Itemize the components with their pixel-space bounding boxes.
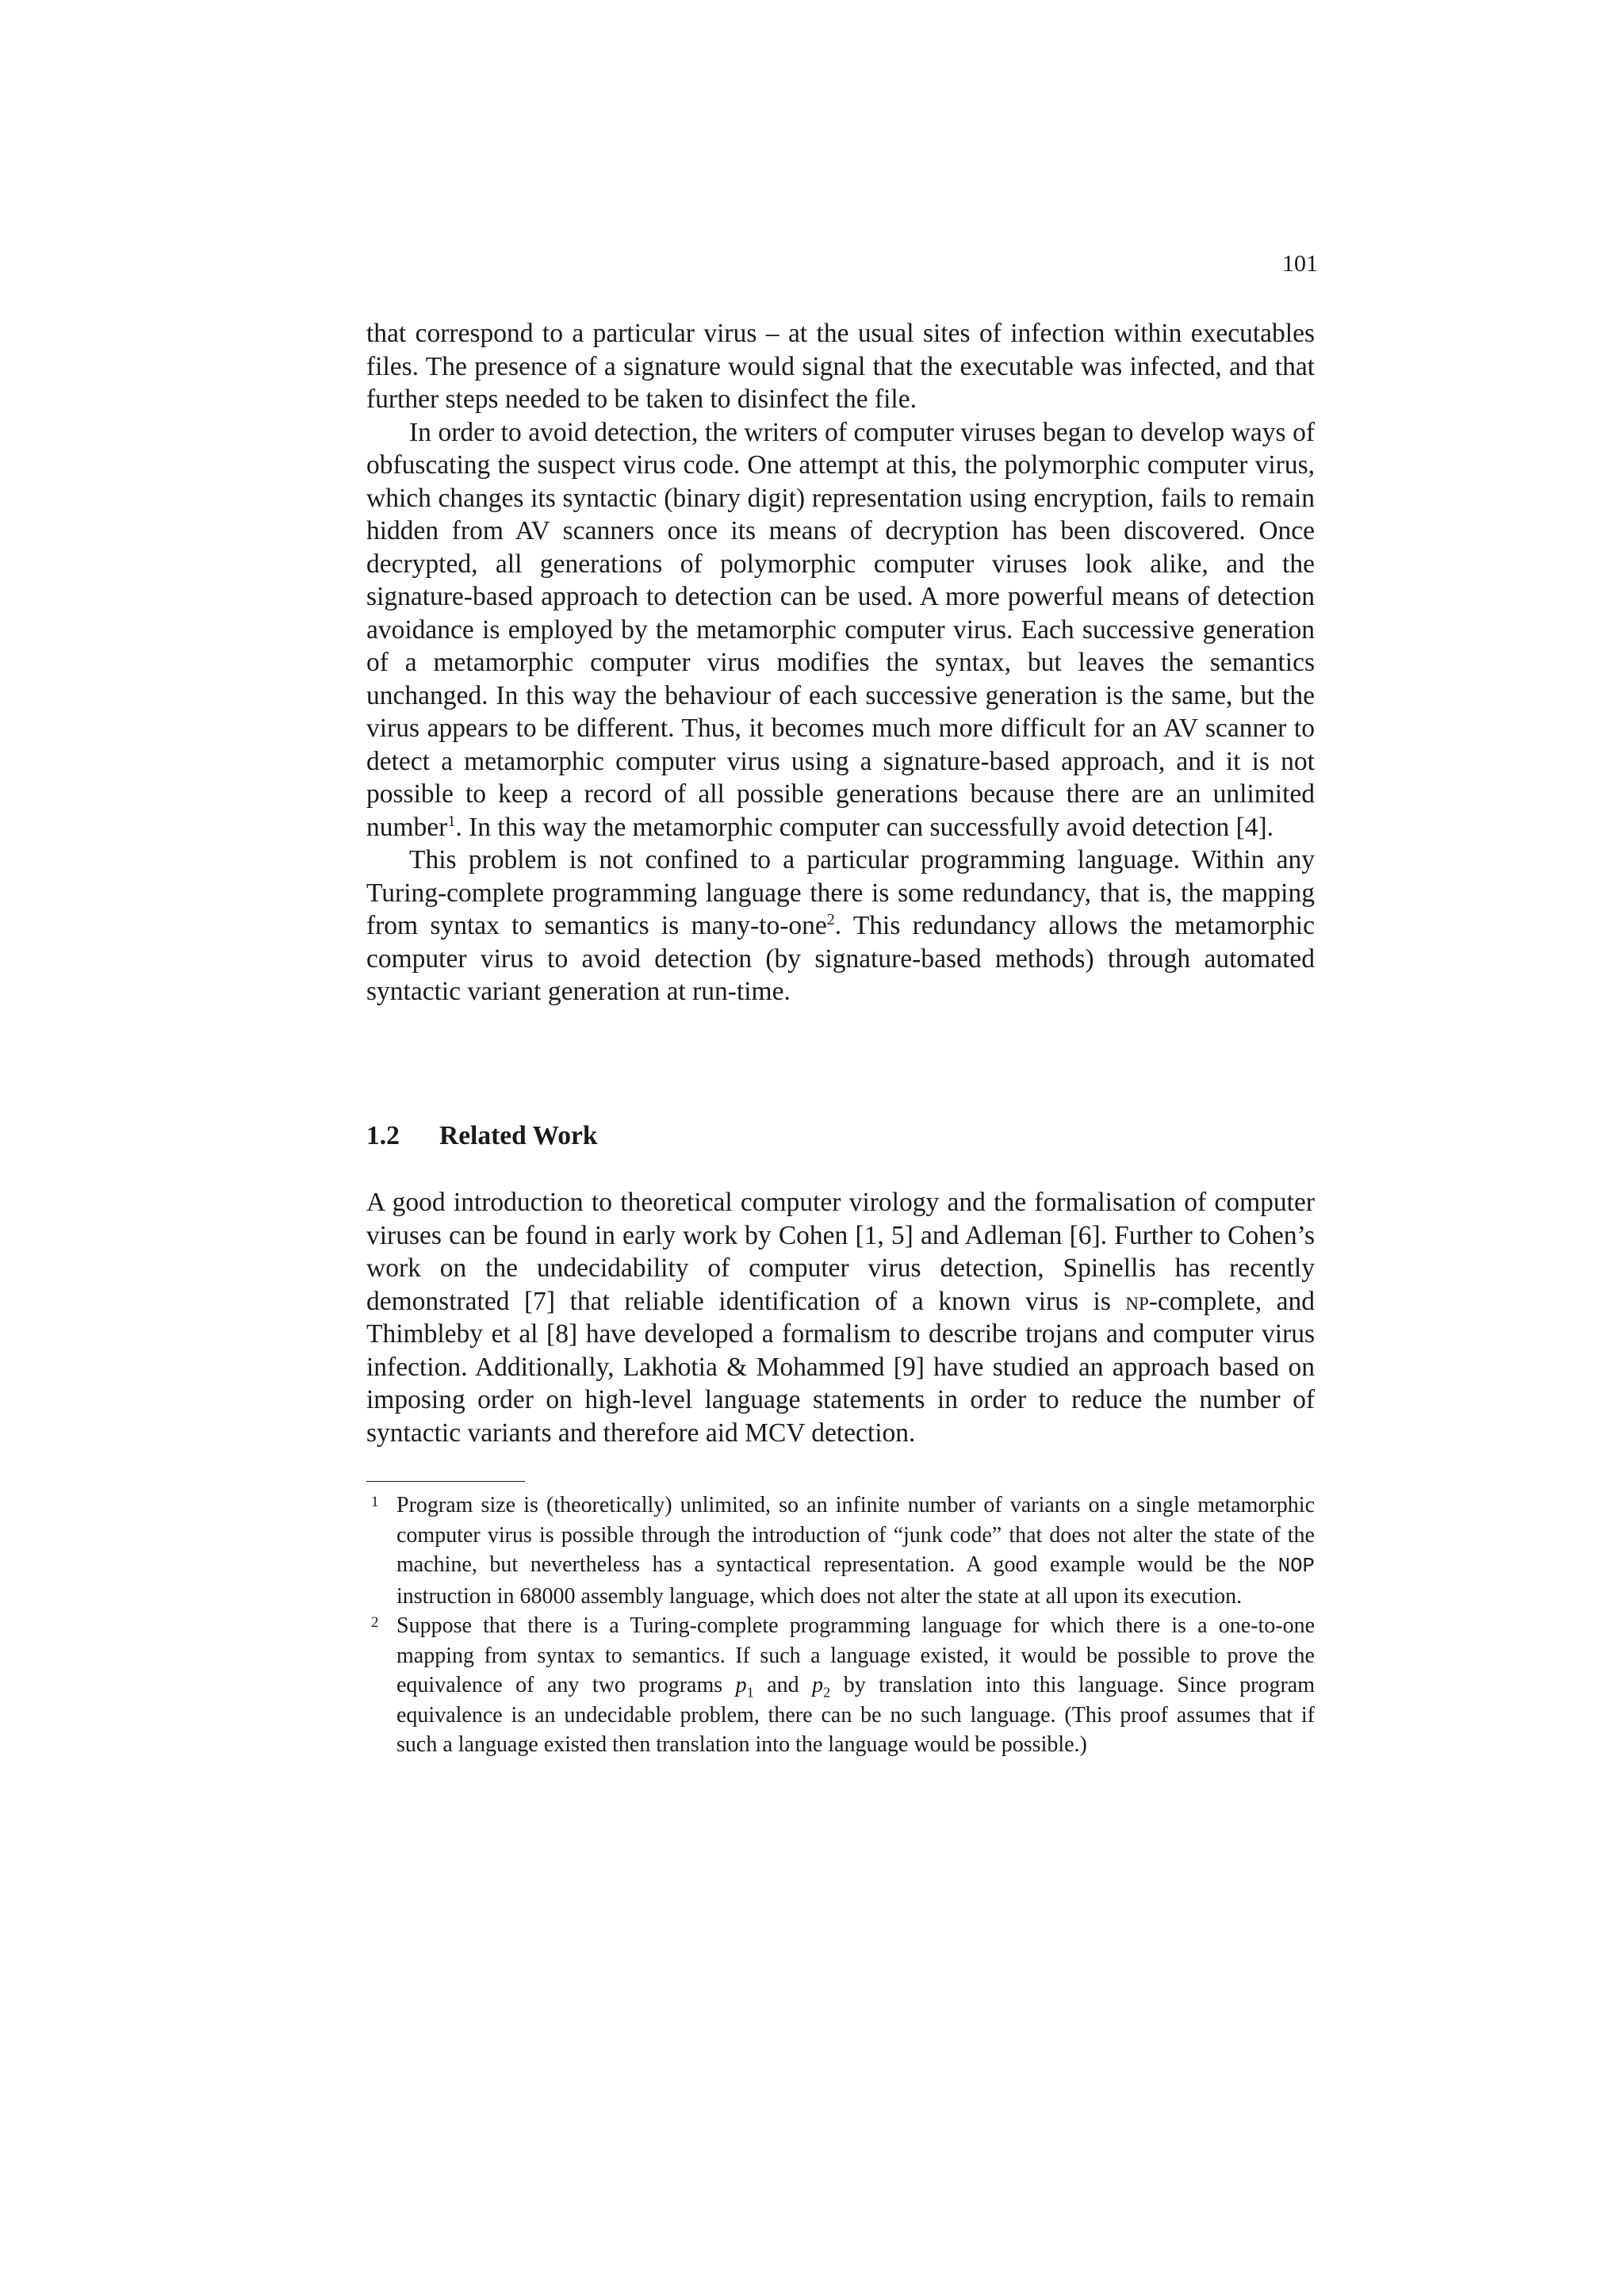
- paragraph-3: [366, 844, 1315, 1008]
- body-text: [366, 317, 1315, 1008]
- footnote-2-text-a: Suppose that there is a Turing-complete programming language for which there is a one-to-one mapping from syntax to semantics. If such a language existed, it would be possible to prove the equivalence of any two programs: [396, 1613, 1315, 1697]
- related-work-paragraph: [366, 1186, 1315, 1449]
- paragraph-1-text: that correspond to a particular virus – at the usual sites of infection within executables files. The presence of a signature would signal that the executable was infected, and that further steps needed to be taken to disinfect the file.: [366, 319, 1315, 414]
- math-p2-var: p: [812, 1673, 824, 1697]
- math-p1: [735, 1673, 754, 1701]
- related-work-text-a: A good introduction to theoretical computer virology and the formalisation of computer viruses can be found in early work by Cohen [1, 5] and Adleman [6]. Further to Cohen’s work on the undecidability of computer virus detection, Spinellis has recently demonstrated [7] that reliable identification of a known virus is: [366, 1188, 1315, 1316]
- footnote-ref-1: 1: [447, 812, 456, 830]
- footnote-1-code: NOP: [1277, 1555, 1315, 1578]
- footnote-1-mark: 1: [371, 1494, 379, 1510]
- footnote-1-text-b: instruction in 68000 assembly language, which does not alter the state at all upon its execution.: [396, 1583, 1243, 1609]
- paragraph-3-text-a: This problem is not confined to a particular programming language. Within any Turing-complete programming language there is some redundancy, that is, the mapping from syntax to semantics is many-to-one: [366, 845, 1315, 940]
- section-number: 1.2: [366, 1121, 400, 1150]
- footnote-2-text-b: by translation into this language. Since program equivalence is an undecidable problem, there can be no such language. (This proof assumes that if such a language existed then translation into the language would be possible.): [396, 1673, 1315, 1757]
- footnote-2-and: and: [753, 1673, 813, 1697]
- section-heading: [366, 1119, 1315, 1153]
- related-work-text-b: -complete, and Thimbleby et al [8] have developed a formalism to describe trojans and computer virus infection. Additionally, Lakhotia & Mohammed [9] have studied an approach based on imposing order on high-level language statements in order to reduce the number of syntactic variants and therefore aid MCV detection.: [366, 1286, 1315, 1448]
- footnotes: [366, 1490, 1315, 1760]
- related-work-text: [366, 1186, 1315, 1449]
- footnote-ref-2: 2: [826, 910, 835, 928]
- math-p2: [812, 1673, 831, 1701]
- footnote-1: [366, 1490, 1315, 1611]
- footnote-2-mark: 2: [371, 1614, 379, 1631]
- footnote-rule: [366, 1481, 525, 1482]
- math-p2-sub: 2: [823, 1684, 831, 1701]
- paragraph-2-text-a: In order to avoid detection, the writers of computer viruses began to develop ways of obfuscating the suspect virus code. One attempt at this, the polymorphic computer virus, which changes its syntactic (binary digit) representation using encryption, fails to remain hidden from AV scanners once its means of decryption has been discovered. Once decrypted, all generations of polymorphic computer viruses look alike, and the signature-based approach to detection can be used. A more powerful means of detection avoidance is employed by the metamorphic computer virus. Each successive generation of a metamorphic computer virus modifies the syntax, but leaves the semantics unchanged. In this way the behaviour of each successive generation is the same, but the virus appears to be different. Thus, it becomes much more difficult for an AV scanner to detect a metamorphic computer virus using a signature-based approach, and it is not possible to keep a record of all possible generations because there are an unlimited number: [366, 417, 1315, 842]
- math-p1-var: p: [735, 1673, 747, 1697]
- page-number: 101: [1282, 251, 1318, 277]
- np-term: np: [1125, 1286, 1149, 1316]
- paragraph-3-text-b: . This redundancy allows the metamorphic computer virus to avoid detection (by signature-based methods) through automated syntactic variant generation at run-time.: [366, 911, 1315, 1006]
- footnote-1-text-a: Program size is (theoretically) unlimited, so an infinite number of variants on a single metamorphic computer virus is possible through the introduction of “junk code” that does not alter the state of the machine, but nevertheless has a syntactical representation. A good example would be the: [396, 1493, 1315, 1577]
- footnote-2: [366, 1611, 1315, 1760]
- section-title: Related Work: [439, 1121, 598, 1150]
- paragraph-2: [366, 416, 1315, 844]
- paragraph-1: [366, 317, 1315, 416]
- paragraph-2-text-b: . In this way the metamorphic computer can successfully avoid detection [4].: [455, 812, 1274, 842]
- math-p1-sub: 1: [746, 1684, 754, 1701]
